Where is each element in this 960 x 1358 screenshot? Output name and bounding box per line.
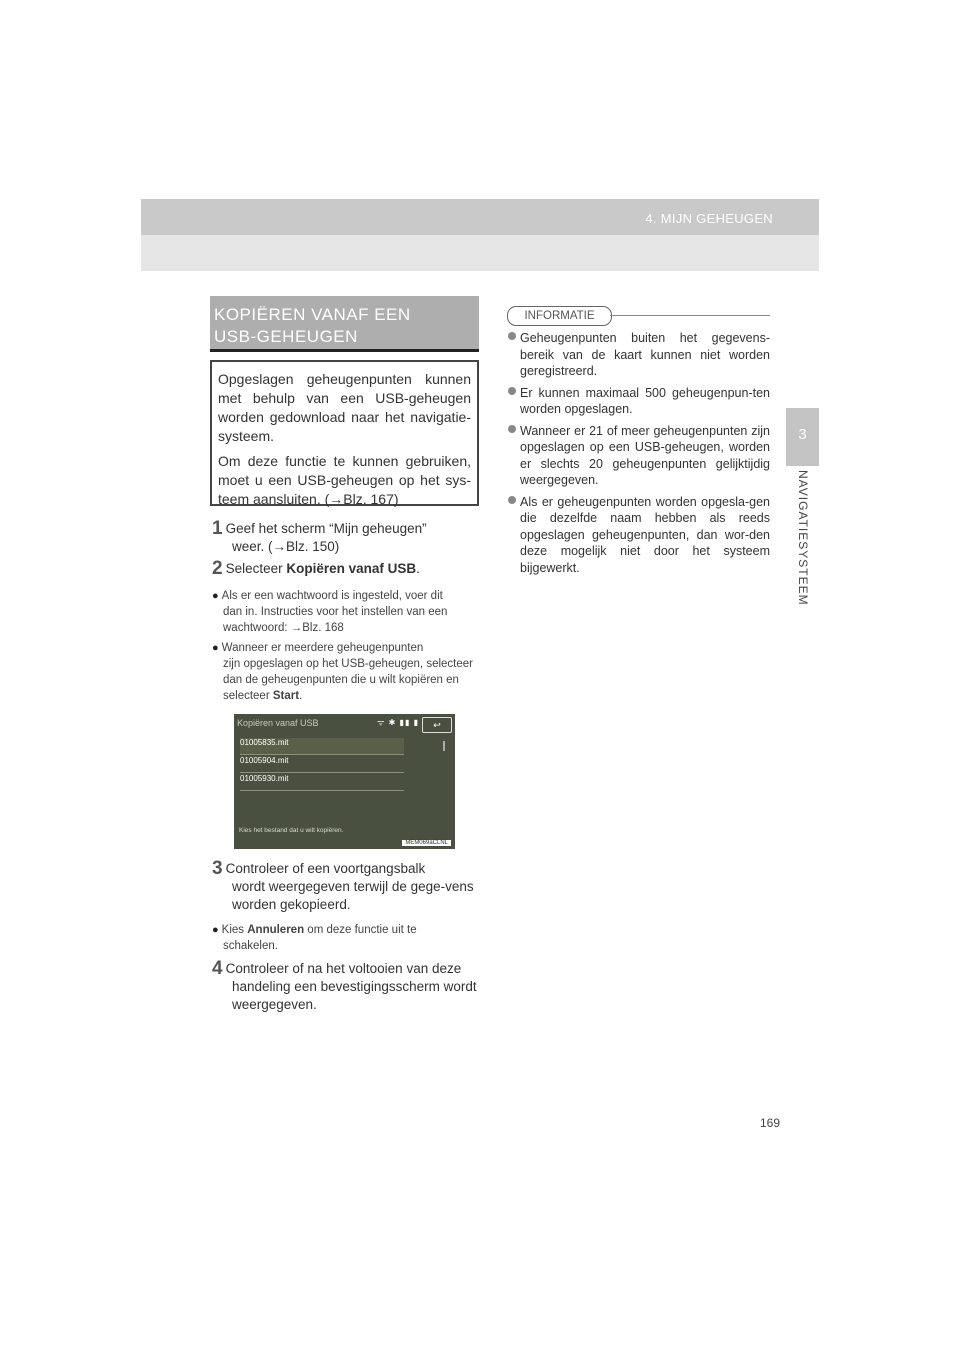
status-icons: ᯤ ✱ ▮▮ ▮ bbox=[377, 718, 419, 727]
bullet-icon bbox=[508, 387, 516, 395]
info-bullet-text: Geheugenpunten buiten het gegevens-bereik van de kaart kunnen niet worden geregistreerd. bbox=[520, 331, 770, 378]
note-text: Als er een wachtwoord is ingesteld, voer dit bbox=[221, 590, 443, 602]
step-2 bbox=[212, 560, 480, 578]
intro-paragraph-2: Om deze functie te kunnen gebruiken, moet u een USB-geheugen op het sys-teem aansluiten. (→Blz. 167) bbox=[218, 453, 471, 507]
header-strip bbox=[141, 199, 819, 235]
info-bullet-text: Wanneer er 21 of meer geheugenpunten zijn opgeslagen op een USB-geheugen, worden er slechts 20 geheugenpunten gelijktijdig weergegeven. bbox=[520, 423, 770, 487]
file-name: 01005835.mit bbox=[240, 738, 289, 747]
step-number: 2 bbox=[212, 558, 223, 579]
section-heading-line1: KOPIËREN VANAF EEN bbox=[214, 305, 411, 324]
file-item[interactable] bbox=[240, 738, 404, 755]
info-bullet-text: Als er geheugenpunten worden opgesla-gen die dezelfde naam hebben als reeds opgeslagen geheugenpunten, dan wor-den deze mogelijk niet door het systeem bijgewerkt. bbox=[520, 494, 770, 575]
step-text-cont: wordt weergegeven terwijl de gege-vens worden gekopieerd. bbox=[232, 879, 474, 912]
note-text-cont: schakelen. bbox=[223, 940, 278, 952]
note-text: Wanneer er meerdere geheugenpunten bbox=[221, 642, 424, 654]
note-text-cont: zijn opgeslagen op het USB-geheugen, selecteer dan de geheugenpunten die u wilt kopiëren en selecteer bbox=[223, 658, 473, 702]
info-bullet bbox=[508, 423, 770, 489]
step-tail: . bbox=[416, 561, 420, 576]
step-3 bbox=[212, 860, 482, 914]
header-band bbox=[141, 199, 819, 271]
bullet-icon bbox=[508, 425, 516, 433]
section-title: 4. MIJN GEHEUGEN bbox=[645, 211, 773, 226]
chapter-label-container bbox=[775, 470, 831, 620]
intro-paragraph-1: Opgeslagen geheugenpunten kunnen met behulp van een USB-geheugen worden gedownload naar het navigatie-systeem. bbox=[218, 371, 471, 444]
bullet-icon: ● bbox=[212, 642, 219, 654]
note-text: Kies bbox=[221, 924, 248, 936]
file-item[interactable] bbox=[240, 774, 404, 791]
intro-box bbox=[210, 360, 479, 506]
info-badge: INFORMATIE bbox=[507, 306, 612, 326]
page-number: 169 bbox=[760, 1116, 781, 1130]
step-bold: Kopiëren vanaf USB bbox=[286, 561, 417, 576]
info-bullet bbox=[508, 385, 770, 418]
screen-title: Kopiëren vanaf USB bbox=[237, 718, 319, 728]
step-number: 3 bbox=[212, 858, 223, 879]
step-text-cont: handeling een bevestigingsscherm wordt weergegeven. bbox=[232, 979, 477, 1012]
bullet-icon bbox=[508, 496, 516, 504]
bullet-icon: ● bbox=[212, 924, 219, 936]
step-number: 4 bbox=[212, 958, 223, 979]
chapter-tab bbox=[786, 408, 819, 466]
note-bold: Start bbox=[272, 690, 300, 702]
step-text: Geef het scherm “Mijn geheugen” bbox=[225, 521, 427, 536]
note-text-2: om deze functie uit te bbox=[304, 924, 417, 936]
bullet-icon bbox=[508, 332, 516, 340]
section-heading bbox=[210, 296, 479, 352]
note-1 bbox=[212, 588, 480, 636]
file-name: 01005930.mit bbox=[240, 774, 289, 783]
step-1 bbox=[212, 520, 480, 556]
note-tail: . bbox=[299, 690, 303, 702]
info-divider bbox=[610, 315, 770, 316]
scrollbar[interactable] bbox=[443, 741, 445, 751]
step-4 bbox=[212, 960, 482, 1014]
section-heading-line2: USB-GEHEUGEN bbox=[214, 327, 358, 346]
info-bullet-text: Er kunnen maximaal 500 geheugenpun-ten worden opgeslagen. bbox=[520, 385, 770, 416]
file-name: 01005904.mit bbox=[240, 756, 289, 765]
file-item[interactable] bbox=[240, 756, 404, 773]
info-bullets bbox=[508, 330, 770, 581]
screen-hint: Kies het bestand dat u wilt kopiëren. bbox=[239, 827, 344, 834]
note-3 bbox=[212, 922, 480, 954]
step-number: 1 bbox=[212, 518, 223, 539]
bullet-icon: ● bbox=[212, 590, 219, 602]
usb-copy-screenshot bbox=[234, 714, 455, 849]
info-bullet bbox=[508, 330, 770, 380]
step-text: Controleer of een voortgangsbalk bbox=[225, 861, 426, 876]
step-text: Selecteer bbox=[225, 561, 287, 576]
back-button[interactable]: ↩ bbox=[422, 717, 452, 733]
note-text-cont: dan in. Instructies voor het instellen van een wachtwoord: →Blz. 168 bbox=[223, 606, 448, 634]
chapter-number: 3 bbox=[798, 426, 807, 443]
info-bullet bbox=[508, 494, 770, 577]
note-2 bbox=[212, 640, 480, 704]
step-text-cont: weer. (→Blz. 150) bbox=[232, 539, 340, 554]
chapter-label: NAVIGATIESYSTEEM bbox=[796, 470, 810, 606]
image-code: MEM069aCLNL bbox=[402, 840, 451, 846]
note-bold: Annuleren bbox=[247, 924, 305, 936]
step-text: Controleer of na het voltooien van deze bbox=[225, 961, 462, 976]
